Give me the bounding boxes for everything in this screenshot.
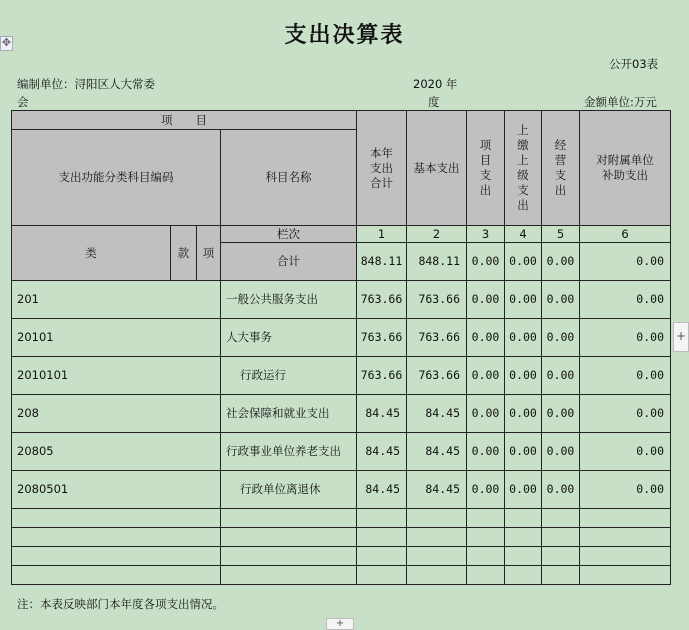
header-subsidy: 对附属单位补助支出 (580, 111, 671, 226)
header-business: 经营支出 (542, 111, 580, 226)
row-subsidy: 0.00 (580, 395, 671, 433)
row-basic: 84.45 (407, 433, 467, 471)
row-code: 201 (12, 281, 221, 319)
row-name: 行政运行 (221, 357, 357, 395)
header-kuan: 款 (171, 226, 197, 281)
sum-business: 0.00 (542, 243, 580, 281)
row-project: 0.00 (467, 319, 505, 357)
row-business: 0.00 (542, 319, 580, 357)
empty-row (12, 509, 671, 528)
sum-total: 848.11 (357, 243, 407, 281)
row-total: 84.45 (357, 395, 407, 433)
header-lei: 类 (12, 226, 171, 281)
year-label-cont: 度 (428, 95, 440, 109)
unit-label-cont: 会 (17, 95, 29, 109)
table-row (12, 357, 671, 395)
row-name: 人大事务 (221, 319, 357, 357)
row-name: 社会保障和就业支出 (221, 395, 357, 433)
row-code: 208 (12, 395, 221, 433)
row-upper: 0.00 (505, 433, 542, 471)
row-basic: 763.66 (407, 319, 467, 357)
header-total: 本年支出合计 (357, 111, 407, 226)
amount-unit: 金额单位:万元 (584, 95, 657, 109)
row-upper: 0.00 (505, 319, 542, 357)
row-subsidy: 0.00 (580, 281, 671, 319)
row-basic: 84.45 (407, 471, 467, 509)
header-basic: 基本支出 (407, 111, 467, 226)
row-subsidy: 0.00 (580, 319, 671, 357)
row-upper: 0.00 (505, 395, 542, 433)
add-column-plus-icon[interactable]: + (673, 322, 689, 352)
row-basic: 763.66 (407, 281, 467, 319)
table-row (12, 433, 671, 471)
empty-row (12, 528, 671, 547)
unit-label: 编制单位：浔阳区人大常委 (17, 77, 155, 91)
form-id: 公开03表 (609, 57, 659, 71)
row-basic: 763.66 (407, 357, 467, 395)
row-total: 763.66 (357, 319, 407, 357)
row-code: 2010101 (12, 357, 221, 395)
col-num-2: 2 (407, 226, 467, 243)
year-label: 2020 年 (413, 77, 458, 91)
sum-subsidy: 0.00 (580, 243, 671, 281)
table-row (12, 319, 671, 357)
sum-project: 0.00 (467, 243, 505, 281)
col-num-3: 3 (467, 226, 505, 243)
col-num-5: 5 (542, 226, 580, 243)
row-project: 0.00 (467, 357, 505, 395)
row-total: 763.66 (357, 281, 407, 319)
header-sum-label: 合计 (221, 243, 357, 281)
table-row (12, 395, 671, 433)
header-item: 项 目 (12, 111, 357, 130)
sum-basic: 848.11 (407, 243, 467, 281)
header-xiang: 项 (197, 226, 221, 281)
row-project: 0.00 (467, 433, 505, 471)
footer-note: 注：本表反映部门本年度各项支出情况。 (17, 597, 224, 611)
empty-row (12, 547, 671, 566)
header-func-code: 支出功能分类科目编码 (12, 130, 221, 226)
row-subsidy: 0.00 (580, 357, 671, 395)
row-name: 一般公共服务支出 (221, 281, 357, 319)
header-project: 项目支出 (467, 111, 505, 226)
row-project: 0.00 (467, 471, 505, 509)
col-num-1: 1 (357, 226, 407, 243)
row-business: 0.00 (542, 281, 580, 319)
col-num-4: 4 (505, 226, 542, 243)
expenditure-table (11, 110, 671, 585)
row-business: 0.00 (542, 471, 580, 509)
row-basic: 84.45 (407, 395, 467, 433)
row-business: 0.00 (542, 433, 580, 471)
table-move-handle-icon[interactable]: ✥ (1, 36, 12, 49)
row-total: 763.66 (357, 357, 407, 395)
row-upper: 0.00 (505, 471, 542, 509)
row-business: 0.00 (542, 395, 580, 433)
row-code: 20805 (12, 433, 221, 471)
row-code: 2080501 (12, 471, 221, 509)
row-business: 0.00 (542, 357, 580, 395)
row-total: 84.45 (357, 433, 407, 471)
row-project: 0.00 (467, 395, 505, 433)
row-upper: 0.00 (505, 357, 542, 395)
row-upper: 0.00 (505, 281, 542, 319)
table-row (12, 471, 671, 509)
table-row (12, 281, 671, 319)
page-title: 支出决算表 (284, 23, 405, 48)
header-upper: 上缴上级支出 (505, 111, 542, 226)
row-name: 行政事业单位养老支出 (221, 433, 357, 471)
header-col-label: 栏次 (221, 226, 357, 243)
add-row-plus-icon[interactable]: + (326, 618, 354, 630)
sum-upper: 0.00 (505, 243, 542, 281)
row-name: 行政单位离退休 (221, 471, 357, 509)
row-subsidy: 0.00 (580, 433, 671, 471)
empty-row (12, 566, 671, 585)
col-num-6: 6 (580, 226, 671, 243)
row-code: 20101 (12, 319, 221, 357)
header-subject-name: 科目名称 (221, 130, 357, 226)
row-project: 0.00 (467, 281, 505, 319)
row-subsidy: 0.00 (580, 471, 671, 509)
row-total: 84.45 (357, 471, 407, 509)
